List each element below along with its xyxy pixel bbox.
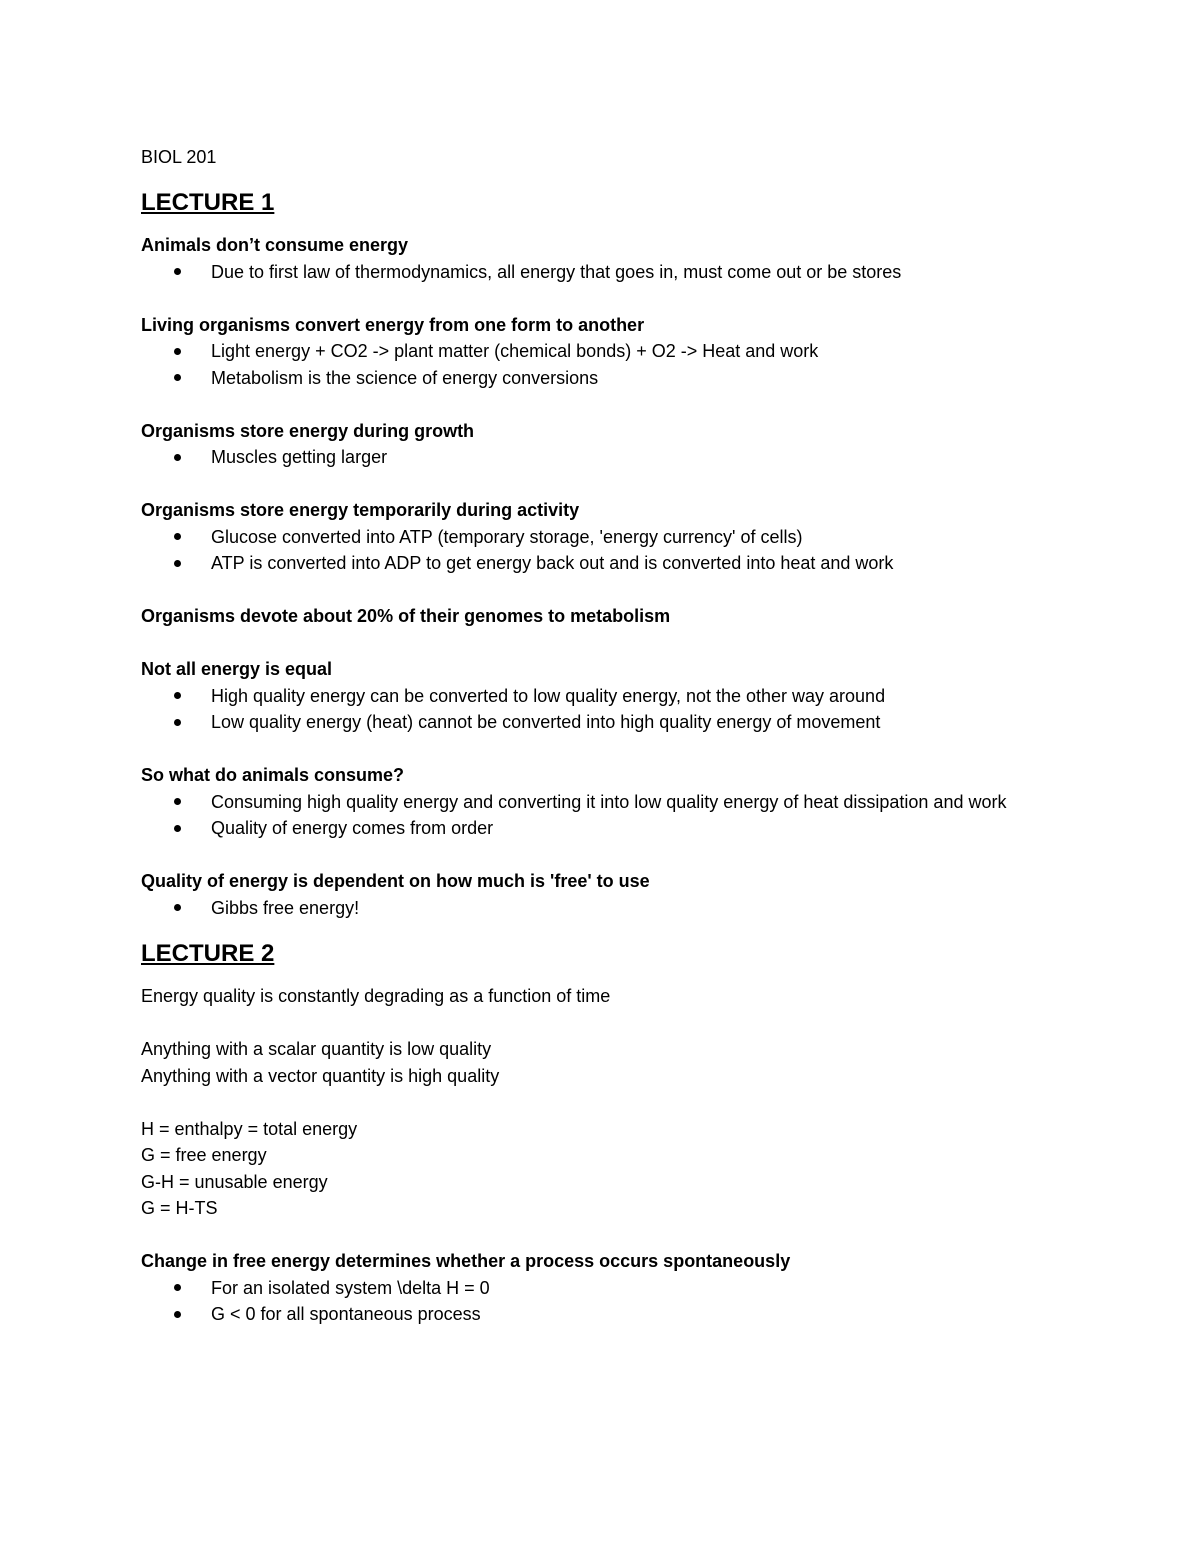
list-item: G < 0 for all spontaneous process — [141, 1301, 1061, 1328]
section-what-animals-consume — [141, 762, 1080, 842]
bullet-list — [141, 524, 1080, 577]
course-code: BIOL 201 — [141, 147, 217, 167]
section-heading: Change in free energy determines whether a process occurs spontaneously — [141, 1251, 791, 1271]
section-genomes — [141, 603, 1080, 630]
bullet-list — [141, 259, 1080, 286]
list-item: Consuming high quality energy and converting it into low quality energy of heat dissipation and work — [141, 789, 1061, 816]
section-energy-equality — [141, 656, 1080, 736]
bullet-icon — [174, 825, 181, 832]
list-item: High quality energy can be converted to low quality energy, not the other way around — [141, 683, 1061, 710]
list-item: Quality of energy comes from order — [141, 815, 1061, 842]
paragraph-energy-quality — [141, 983, 1080, 1010]
bullet-icon — [174, 719, 181, 726]
section-heading: Organisms devote about 20% of their genomes to metabolism — [141, 606, 671, 626]
bullet-list — [141, 338, 1080, 391]
section-free-energy — [141, 868, 1080, 921]
section-energy-consumption — [141, 232, 1080, 285]
equation-line: G-H = unusable energy — [141, 1171, 328, 1192]
bullet-list — [141, 789, 1080, 842]
paragraph-line: Anything with a scalar quantity is low quality — [141, 1039, 492, 1059]
bullet-icon — [174, 454, 181, 461]
bullet-icon — [174, 348, 181, 355]
list-item: Gibbs free energy! — [141, 895, 1061, 922]
bullet-icon — [174, 374, 181, 381]
equation-line: G = free energy — [141, 1145, 267, 1165]
paragraph-equations — [141, 1116, 1080, 1222]
section-spontaneity — [141, 1248, 1080, 1328]
list-item: For an isolated system \delta H = 0 — [141, 1275, 1061, 1302]
bullet-list — [141, 683, 1080, 736]
section-heading: Not all energy is equal — [141, 659, 333, 679]
section-energy-conversion — [141, 312, 1080, 392]
bullet-icon — [174, 798, 181, 805]
bullet-icon — [174, 533, 181, 540]
list-item: Light energy + CO2 -> plant matter (chemical bonds) + O2 -> Heat and work — [141, 338, 1061, 365]
bullet-list — [141, 444, 1080, 471]
bullet-icon — [174, 692, 181, 699]
section-storage-growth — [141, 418, 1080, 471]
lecture-2-title: LECTURE 2 — [141, 940, 275, 967]
equation-line: G = H-TS — [141, 1198, 218, 1218]
bullet-icon — [174, 904, 181, 911]
bullet-icon — [174, 268, 181, 275]
bullet-list — [141, 1275, 1080, 1328]
list-item: Low quality energy (heat) cannot be converted into high quality energy of movement — [141, 709, 1061, 736]
paragraph-line: Anything with a vector quantity is high quality — [141, 1065, 500, 1086]
list-item: ATP is converted into ADP to get energy back out and is converted into heat and work — [141, 550, 1061, 577]
list-item: Due to first law of thermodynamics, all energy that goes in, must come out or be stores — [141, 259, 1061, 286]
lecture-1-title: LECTURE 1 — [141, 189, 275, 216]
list-item: Metabolism is the science of energy conversions — [141, 365, 1061, 392]
bullet-list — [141, 895, 1080, 922]
section-heading: Animals don’t consume energy — [141, 235, 409, 255]
bullet-icon — [174, 1284, 181, 1291]
paragraph-scalar-vector — [141, 1036, 1080, 1089]
section-storage-activity — [141, 497, 1080, 577]
section-heading: Organisms store energy temporarily during activity — [141, 500, 580, 520]
equation-line: H = enthalpy = total energy — [141, 1118, 358, 1139]
section-heading: Quality of energy is dependent on how much is 'free' to use — [141, 871, 650, 891]
section-heading: Living organisms convert energy from one form to another — [141, 314, 645, 335]
section-heading: Organisms store energy during growth — [141, 420, 475, 441]
bullet-icon — [174, 560, 181, 567]
bullet-icon — [174, 1311, 181, 1318]
section-heading: So what do animals consume? — [141, 765, 405, 785]
list-item: Muscles getting larger — [141, 444, 1061, 471]
paragraph-line: Energy quality is constantly degrading as a function of time — [141, 986, 611, 1006]
list-item: Glucose converted into ATP (temporary storage, 'energy currency' of cells) — [141, 524, 1061, 551]
